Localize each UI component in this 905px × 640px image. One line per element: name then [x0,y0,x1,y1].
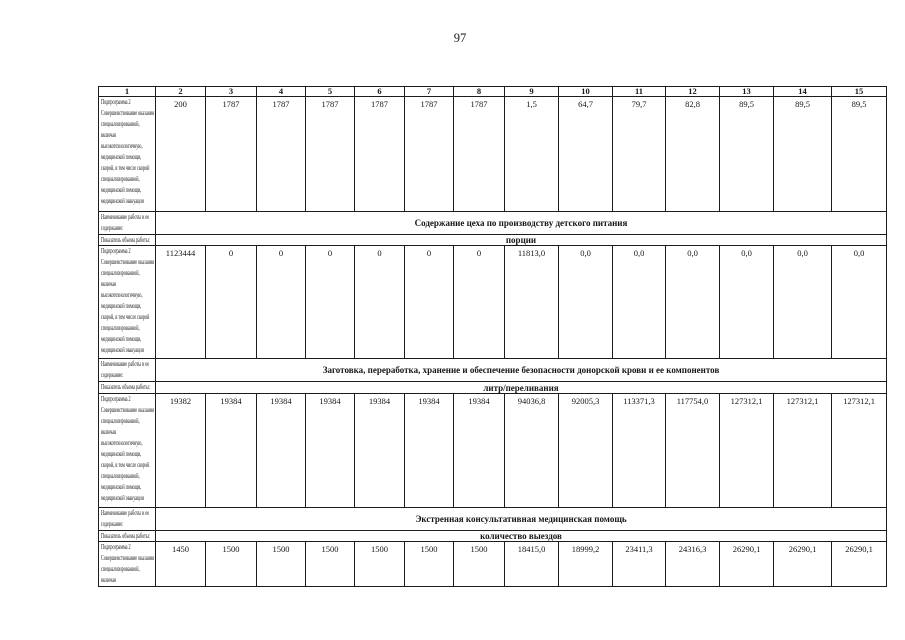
value-cell-col-7: 0 [405,246,454,359]
volume-indicator: литр/переливания [156,382,887,394]
subprogram-label-line: Совершенствование оказания [101,109,155,117]
header-cell-col-2: 2 [156,87,206,97]
subprogram-label-line: медицинской помощи, [101,153,142,161]
value-cell-col-6: 0 [355,246,405,359]
value-cell-col-10: 92005,3 [559,394,613,508]
value-cell-col-9: 18415,0 [505,542,559,587]
subprogram-label-line: медицинской эвакуации [101,494,144,502]
subprogram-label-line: высокотехнологичную, [101,439,143,447]
value-cell-col-9: 1,5 [505,97,559,212]
subprogram-label-line: специализированной, [101,472,140,480]
value-cell-col-2: 1123444 [156,246,206,359]
subprogram-label-cell [99,394,156,508]
value-cell-col-14: 127312,1 [774,394,832,508]
value-cell-col-8: 1500 [454,542,505,587]
value-cell-col-3: 1787 [206,97,257,212]
work-name-label [101,359,150,381]
work-name: Заготовка, переработка, хранение и обеспечение безопасности донорской крови и ее компонентов [156,359,887,382]
value-cell-col-8: 1787 [454,97,505,212]
value-cell-col-4: 0 [257,246,306,359]
subprogram-label-line: Подпрограмма 2 [101,98,131,106]
work-name: Содержание цеха по производству детского питания [156,212,887,235]
subprogram-label [101,246,155,356]
table-header-row [99,87,887,97]
volume-indicator-label-cell [99,382,156,394]
value-cell-col-10: 0,0 [559,246,613,359]
work-name-label-cell [99,359,156,382]
work-name-label-line: содержание: [101,224,124,232]
value-cell-col-12: 0,0 [666,246,720,359]
subprogram-label-cell [99,97,156,212]
header-cell-col-6: 6 [355,87,405,97]
value-cell-col-12: 24316,3 [666,542,720,587]
subprogram-row [99,97,887,212]
subprogram-label-line: скорой, в том числе скорой [101,461,150,469]
subprogram-row [99,246,887,359]
subprogram-label-line: Подпрограмма 2 [101,395,131,403]
value-cell-col-13: 127312,1 [720,394,774,508]
header-cell-col-4: 4 [257,87,306,97]
subprogram-label-line: Совершенствование оказания [101,554,155,562]
value-cell-col-9: 11813,0 [505,246,559,359]
value-cell-col-3: 0 [206,246,257,359]
value-cell-col-4: 1787 [257,97,306,212]
work-name-label-line: Наименование работы и ее [101,213,150,221]
work-name-label-line: Наименование работы и ее [101,509,150,517]
value-cell-col-15: 26290,1 [832,542,887,587]
header-cell-col-7: 7 [405,87,454,97]
value-cell-col-13: 26290,1 [720,542,774,587]
value-cell-col-11: 113371,3 [613,394,666,508]
value-cell-col-15: 0,0 [832,246,887,359]
subprogram-label-line: специализированной, [101,417,140,425]
value-cell-col-8: 0 [454,246,505,359]
header-cell-col-14: 14 [774,87,832,97]
header-cell-col-5: 5 [306,87,355,97]
value-cell-col-7: 1500 [405,542,454,587]
work-name-label [101,212,150,234]
subprogram-label-line: скорой, в том числе скорой [101,313,150,321]
volume-indicator: порции [156,235,887,246]
subprogram-label-line: Совершенствование оказания [101,406,155,414]
subprogram-label-line: включая [101,576,117,584]
volume-indicator-label-cell [99,531,156,542]
value-cell-col-14: 26290,1 [774,542,832,587]
value-cell-col-11: 0,0 [613,246,666,359]
subprogram-label-line: специализированной, [101,175,140,183]
subprogram-label [101,97,155,207]
work-name-row [99,359,887,382]
work-name-label-cell [99,212,156,235]
volume-indicator-row [99,382,887,394]
subprogram-label-line: Подпрограмма 2 [101,247,131,255]
subprogram-label-line: высокотехнологичную, [101,291,143,299]
subprogram-label-line: медицинской помощи, [101,483,142,491]
value-cell-col-3: 19384 [206,394,257,508]
volume-indicator-label: Показатель объема работы: [101,383,150,391]
volume-indicator: количество выездов [156,531,887,542]
value-cell-col-2: 200 [156,97,206,212]
subprogram-label-cell [99,542,156,587]
value-cell-col-6: 1787 [355,97,405,212]
subprogram-label-line: медицинской помощи, [101,450,142,458]
header-cell-col-9: 9 [505,87,559,97]
header-cell-col-12: 12 [666,87,720,97]
value-cell-col-3: 1500 [206,542,257,587]
subprogram-label-line: специализированной, [101,324,140,332]
subprogram-label-line: медицинской помощи, [101,186,142,194]
volume-indicator-label: Показатель объема работы: [101,532,150,540]
subprogram-label-line: специализированной, [101,269,140,277]
value-cell-col-4: 19384 [257,394,306,508]
subprogram-label-line: Совершенствование оказания [101,258,155,266]
value-cell-col-11: 79,7 [613,97,666,212]
page-number: 97 [453,31,467,45]
work-name-row [99,508,887,531]
volume-indicator-label-cell [99,235,156,246]
value-cell-col-6: 1500 [355,542,405,587]
value-cell-col-15: 127312,1 [832,394,887,508]
subprogram-label-line: медицинской помощи, [101,335,142,343]
value-cell-col-8: 19384 [454,394,505,508]
subprogram-label-line: специализированной, [101,120,140,128]
work-name-label-line: содержание: [101,371,124,379]
value-cell-col-5: 19384 [306,394,355,508]
header-cell-col-1: 1 [99,87,156,97]
value-cell-col-12: 82,8 [666,97,720,212]
value-cell-col-14: 89,5 [774,97,832,212]
value-cell-col-15: 89,5 [832,97,887,212]
data-table [98,86,887,587]
work-name-row [99,212,887,235]
value-cell-col-10: 18999,2 [559,542,613,587]
value-cell-col-13: 0,0 [720,246,774,359]
work-name-label [101,508,150,530]
value-cell-col-7: 19384 [405,394,454,508]
subprogram-label-line: включая [101,131,117,139]
subprogram-label-line: медицинской помощи, [101,302,142,310]
subprogram-label-line: высокотехнологичную, [101,142,143,150]
value-cell-col-10: 64,7 [559,97,613,212]
header-cell-col-8: 8 [454,87,505,97]
header-cell-col-3: 3 [206,87,257,97]
subprogram-row [99,542,887,587]
value-cell-col-5: 1787 [306,97,355,212]
subprogram-label-line: скорой, в том числе скорой [101,164,150,172]
value-cell-col-7: 1787 [405,97,454,212]
volume-indicator-label: Показатель объема работы: [101,236,150,244]
subprogram-label-line: специализированной, [101,565,140,573]
subprogram-label-line: Подпрограмма 2 [101,543,131,551]
volume-indicator-row [99,235,887,246]
value-cell-col-6: 19384 [355,394,405,508]
subprogram-label-line: медицинской эвакуации [101,346,144,354]
value-cell-col-2: 19382 [156,394,206,508]
subprogram-row [99,394,887,508]
value-cell-col-9: 94036,8 [505,394,559,508]
value-cell-col-13: 89,5 [720,97,774,212]
header-cell-col-11: 11 [613,87,666,97]
work-name: Экстренная консультативная медицинская помощь [156,508,887,531]
header-cell-col-13: 13 [720,87,774,97]
value-cell-col-2: 1450 [156,542,206,587]
value-cell-col-5: 0 [306,246,355,359]
value-cell-col-12: 117754,0 [666,394,720,508]
value-cell-col-14: 0,0 [774,246,832,359]
value-cell-col-5: 1500 [306,542,355,587]
work-name-label-line: содержание: [101,520,124,528]
subprogram-label-line: медицинской эвакуации [101,197,144,205]
subprogram-label-line: включая [101,280,117,288]
subprogram-label [101,394,155,504]
subprogram-label-cell [99,246,156,359]
work-name-label-cell [99,508,156,531]
work-name-label-line: Наименование работы и ее [101,360,150,368]
value-cell-col-11: 23411,3 [613,542,666,587]
subprogram-label-line: включая [101,428,117,436]
subprogram-label [101,542,155,586]
header-cell-col-10: 10 [559,87,613,97]
value-cell-col-4: 1500 [257,542,306,587]
header-cell-col-15: 15 [832,87,887,97]
volume-indicator-row [99,531,887,542]
